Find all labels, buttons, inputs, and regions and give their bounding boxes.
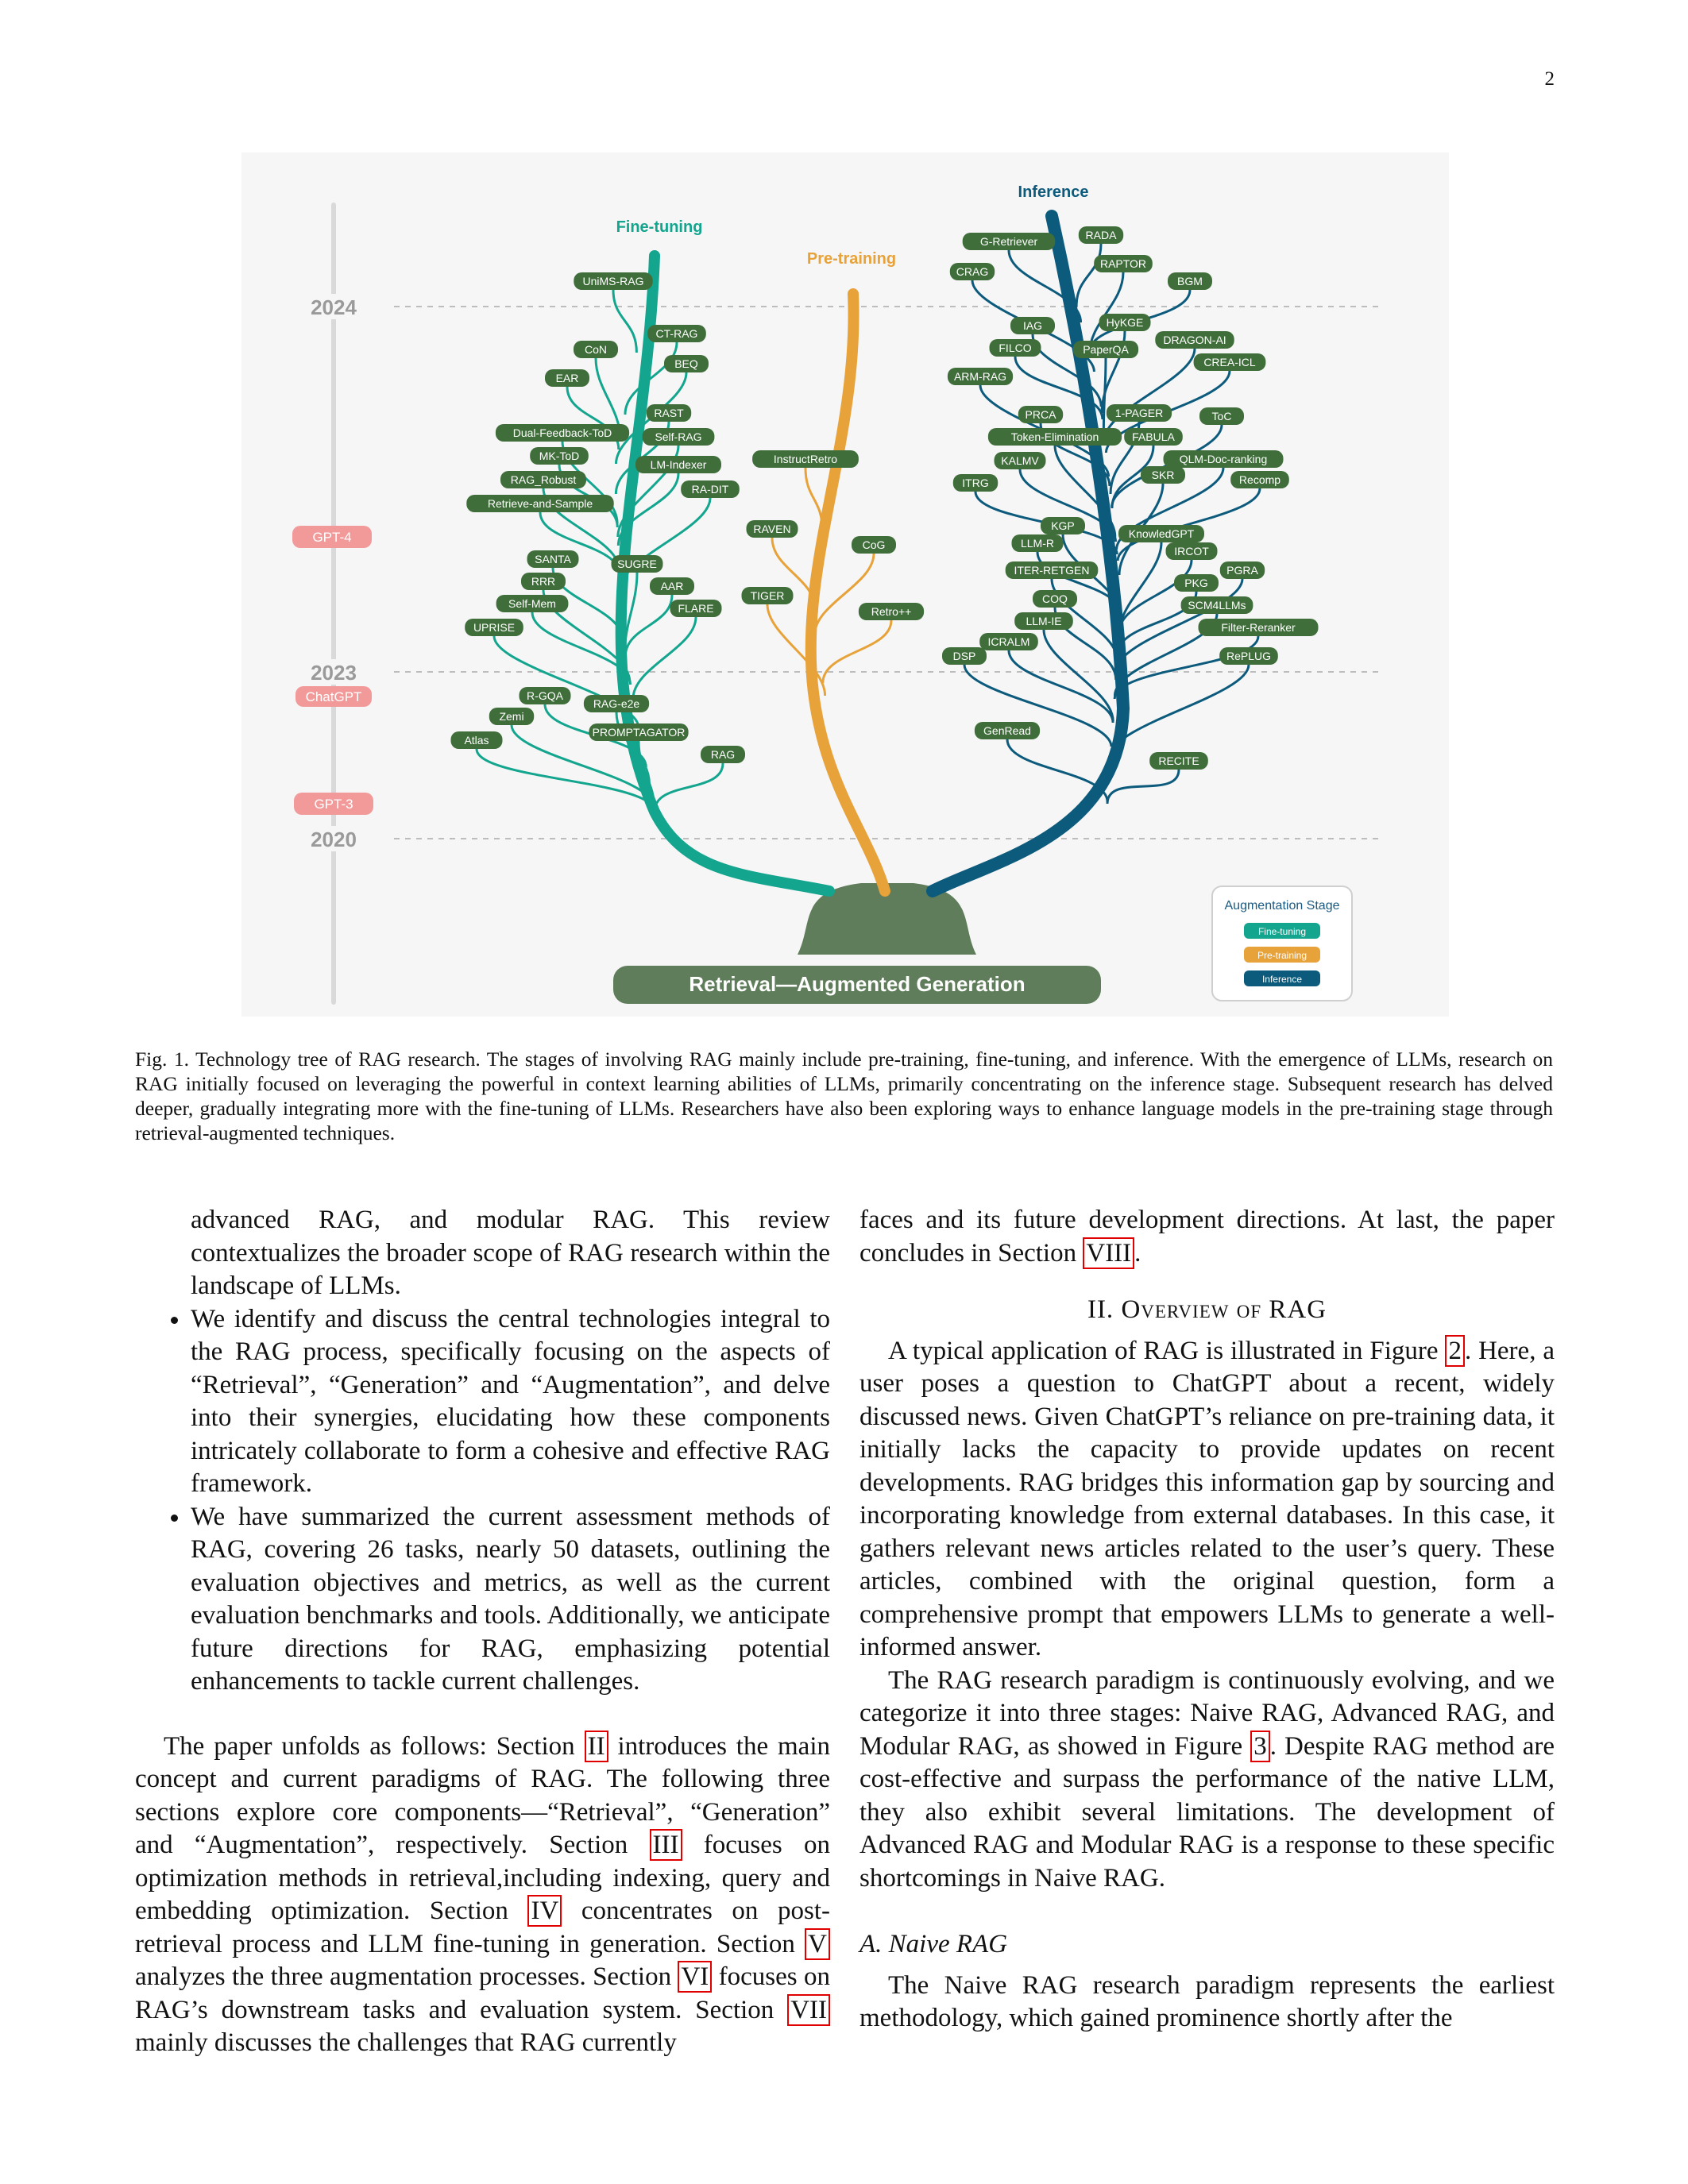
- figure-ref-link[interactable]: 3: [1250, 1731, 1270, 1762]
- right-column: [859, 1204, 1555, 2035]
- legend-item: Fine-tuning: [1257, 926, 1307, 937]
- year-label: 2020: [311, 828, 357, 851]
- fine-tuning-node-label: AAR: [660, 580, 684, 592]
- fine-tuning-node-label: Retrieve-and-Sample: [487, 497, 593, 510]
- list-item: • We identify and discuss the central technologies integral to the RAG process, specifically focusing on the aspects of “Retrieval”, “Generation” and “Augmentation”, and delve into their synergies, elucidating how these components intricately collaborate to form a cohesive and effective RAG framework.: [191, 1303, 830, 1501]
- root-label: Retrieval—Augmented Generation: [689, 972, 1026, 996]
- fine-tuning-node-label: PROMPTAGATOR: [592, 726, 686, 739]
- inference-node-label: PKG: [1184, 577, 1208, 589]
- inference-node-label: KALMV: [1001, 454, 1039, 467]
- legend-item: Inference: [1261, 974, 1303, 985]
- fine-tuning-node-label: RAG: [710, 748, 736, 761]
- section-ref-link[interactable]: VIII: [1083, 1237, 1134, 1269]
- inference-branch: [1107, 770, 1179, 804]
- year-label: 2024: [311, 295, 357, 319]
- inference-branch: [1119, 560, 1192, 632]
- fine-tuning-node-label: Zemi: [499, 710, 524, 723]
- inference-node-label: ITRG: [962, 477, 989, 489]
- inference-node-label: G-Retriever: [979, 235, 1038, 248]
- body-paragraph: A typical application of RAG is illustrated in Figure 2 . Here, a user poses a question to ChatGPT about a recent, widely discussed news. Given ChatGPT’s reliance on pre-training data, it initially lacks the capacity to provide updates on recent developments. RAG bridges this information gap by sourcing and incorporating knowledge from external databases. In this case, it gathers relevant news articles related to the user’s query. These articles, combined with the original question, form a comprehensive prompt that empowers LLMs to generate a well-informed answer.: [859, 1336, 1555, 1661]
- fine-tuning-node-label: CoN: [584, 343, 608, 356]
- inference-node-label: PaperQA: [1083, 343, 1129, 356]
- inference-node-label: RAPTOR: [1099, 257, 1147, 270]
- inference-node-label: FILCO: [999, 341, 1032, 354]
- inference-node-label: ToC: [1211, 410, 1232, 423]
- stage-label-pre-training: Pre-training: [806, 250, 897, 268]
- paper-outline-paragraph: The paper unfolds as follows: Section II introduces the main concept and current paradigms of RAG. The following three sections explore core components—“Retrieval”, “Generation” and “Augmentation”, respectively. Section III focuses on optimization methods in retrieval,including indexing, query and embedding optimization. Section IV concentrates on post-retrieval process and LLM fine-tuning in generation. Section V analyzes the three augmentation processes. Section VI focuses on RAG’s downstream tasks and evaluation system. Section VII mainly discusses the challenges that RAG currently: [135, 1731, 831, 2057]
- fine-tuning-node-label: RAG_Robust: [510, 473, 577, 486]
- inference-node-label: GenRead: [983, 724, 1031, 737]
- fine-tuning-node-label: R-GQA: [527, 689, 563, 702]
- pre-training-node-label: CoG: [862, 538, 886, 551]
- section-ref-link[interactable]: V: [805, 1928, 830, 1960]
- inference-node-label: PGRA: [1226, 564, 1258, 577]
- fine-tuning-branch: [613, 290, 636, 353]
- legend-item: Pre-training: [1257, 950, 1308, 961]
- fine-tuning-node-label: RRR: [531, 575, 556, 588]
- inference-branch: [1009, 650, 1113, 723]
- inference-node-label: SKR: [1151, 469, 1175, 481]
- pre-training-branch: [805, 468, 822, 531]
- pre-training-node-label: TIGER: [750, 589, 785, 602]
- inference-node-label: IRCOT: [1174, 545, 1209, 558]
- inference-branch: [1119, 542, 1161, 634]
- fine-tuning-node-label: Atlas: [464, 734, 489, 747]
- fine-tuning-node-label: EAR: [555, 372, 579, 384]
- rag-technology-tree-figure: [241, 152, 1449, 1017]
- inference-node-label: BGM: [1177, 275, 1203, 287]
- inference-node-label: IAG: [1022, 319, 1043, 332]
- fine-tuning-node-label: Self-Mem: [508, 597, 556, 610]
- fine-tuning-node-label: RA-DIT: [691, 483, 729, 496]
- milestone-label: ChatGPT: [305, 689, 362, 704]
- section-heading: II. Overview of RAG: [1087, 1295, 1327, 1324]
- inference-node-label: SCM4LLMs: [1188, 599, 1246, 612]
- inference-node-label: QLM-Doc-ranking: [1179, 453, 1268, 465]
- fine-tuning-node-label: SUGRE: [617, 558, 657, 570]
- fine-tuning-node-label: FLARE: [678, 602, 714, 615]
- stage-label-fine-tuning: Fine-tuning: [616, 218, 703, 236]
- section-ref-link[interactable]: IV: [527, 1895, 562, 1927]
- section-ref-link[interactable]: II: [585, 1731, 608, 1762]
- fine-tuning-node-label: LM-Indexer: [650, 458, 707, 471]
- inference-branch: [1103, 358, 1106, 430]
- inference-node-label: CRAG: [956, 265, 989, 278]
- inference-node-label: DRAGON-AI: [1163, 334, 1226, 346]
- continued-paragraph: advanced RAG, and modular RAG. This review contextualizes the broader scope of RAG research within the landscape of LLMs.: [191, 1206, 830, 1300]
- milestone-label: GPT-3: [314, 797, 353, 812]
- year-label: 2023: [311, 661, 357, 685]
- inference-node-label: LLM-IE: [1026, 615, 1062, 627]
- list-item: • We have summarized the current assessment methods of RAG, covering 26 tasks, nearly 50 datasets, outlining the evaluation objectives and metrics, as well as the current evaluation benchmarks and tools. Additionally, we anticipate future directions for RAG, emphasizing potential enhancements to tackle current challenges.: [191, 1501, 830, 1699]
- contribution-list: [135, 1303, 830, 1699]
- inference-node-label: 1-PAGER: [1114, 407, 1164, 419]
- inference-node-label: RePLUG: [1226, 650, 1272, 662]
- inference-branch: [1076, 244, 1101, 307]
- inference-node-label: ICRALM: [987, 635, 1030, 648]
- body-paragraph: The Naive RAG research paradigm represents the earliest methodology, which gained prominence shortly after the: [859, 1970, 1555, 2032]
- fine-tuning-branch: [655, 763, 723, 812]
- fine-tuning-node-label: RAG-e2e: [593, 697, 640, 710]
- inference-node-label: KnowledGPT: [1128, 527, 1195, 540]
- inference-node-label: FABULA: [1132, 430, 1175, 443]
- inference-node-label: DSP: [952, 650, 976, 662]
- inference-node-label: LLM-R: [1020, 537, 1055, 550]
- section-ref-link[interactable]: VII: [787, 1994, 830, 2026]
- inference-node-label: ITER-RETGEN: [1014, 564, 1090, 577]
- left-column: [135, 1204, 830, 2060]
- fine-tuning-node-label: BEQ: [674, 357, 698, 370]
- inference-node-label: Recomp: [1238, 473, 1281, 486]
- inference-node-label: ARM-RAG: [953, 370, 1007, 383]
- inference-node-label: RADA: [1085, 229, 1117, 241]
- inference-node-label: PRCA: [1025, 408, 1056, 421]
- fine-tuning-node-label: RAST: [654, 407, 684, 419]
- inference-node-label: KGP: [1051, 519, 1075, 532]
- pre-training-node-label: RAVEN: [753, 523, 791, 535]
- inference-branch: [1114, 636, 1258, 699]
- body-paragraph: The RAG research paradigm is continuously evolving, and we categorize it into three stages: Naive RAG, Advanced RAG, and Modular RAG, as showed in Figure 3 . Despite RAG method are cost-effective and surpass the performance of the native LLM, they also exhibit several limitations. The development of Advanced RAG and Modular RAG is a response to these specific shortcomings in Naive RAG.: [859, 1665, 1555, 1893]
- inference-node-label: Token-Elimination: [1010, 430, 1099, 443]
- fine-tuning-node-label: UPRISE: [473, 621, 516, 634]
- inference-node-label: CREA-ICL: [1203, 356, 1256, 369]
- section-ref-link[interactable]: III: [650, 1829, 682, 1861]
- stage-label-inference: Inference: [1018, 183, 1089, 201]
- inference-node-label: Filter-Reranker: [1221, 621, 1296, 634]
- legend-title: Augmentation Stage: [1224, 899, 1340, 913]
- inference-node-label: HyKGE: [1106, 316, 1144, 329]
- pre-training-node-label: InstructRetro: [773, 453, 838, 465]
- fine-tuning-node-label: MK-ToD: [539, 450, 580, 462]
- fine-tuning-node-label: Dual-Feedback-ToD: [512, 426, 612, 439]
- inference-node-label: RECITE: [1158, 754, 1199, 767]
- fine-tuning-node-label: SANTA: [535, 553, 571, 565]
- figure-caption: Fig. 1. Technology tree of RAG research. The stages of involving RAG mainly include pre-training, fine-tuning, and inference. With the emergence of LLMs, research on RAG initially focused on leveraging the powerful in context learning abilities of LLMs, primarily concentrating on the inference stage. Subsequent research has delved deeper, gradually integrating more with the fine-tuning of LLMs. Researchers have also been exploring ways to enhance language models in the pre-training stage through retrieval-augmented techniques.: [135, 1048, 1553, 1144]
- page-number: 2: [1544, 68, 1555, 90]
- tree-svg: [241, 152, 1449, 1017]
- fine-tuning-node-label: CT-RAG: [655, 327, 698, 340]
- pre-training-branch: [823, 620, 891, 683]
- milestone-label: GPT-4: [312, 530, 352, 545]
- fine-tuning-node-label: Self-RAG: [655, 430, 702, 443]
- subsection-heading: A. Naive RAG: [859, 1930, 1008, 1958]
- section-ref-link[interactable]: VI: [678, 1961, 712, 1993]
- pre-training-node-label: Retro++: [871, 605, 912, 618]
- figure-ref-link[interactable]: 2: [1445, 1335, 1465, 1367]
- inference-node-label: COQ: [1042, 592, 1068, 605]
- inference-branch: [1111, 665, 1249, 756]
- fine-tuning-node-label: UniMS-RAG: [582, 275, 644, 287]
- continued-paragraph: faces and its future development directions. At last, the paper concludes in Section VIII .: [859, 1206, 1555, 1268]
